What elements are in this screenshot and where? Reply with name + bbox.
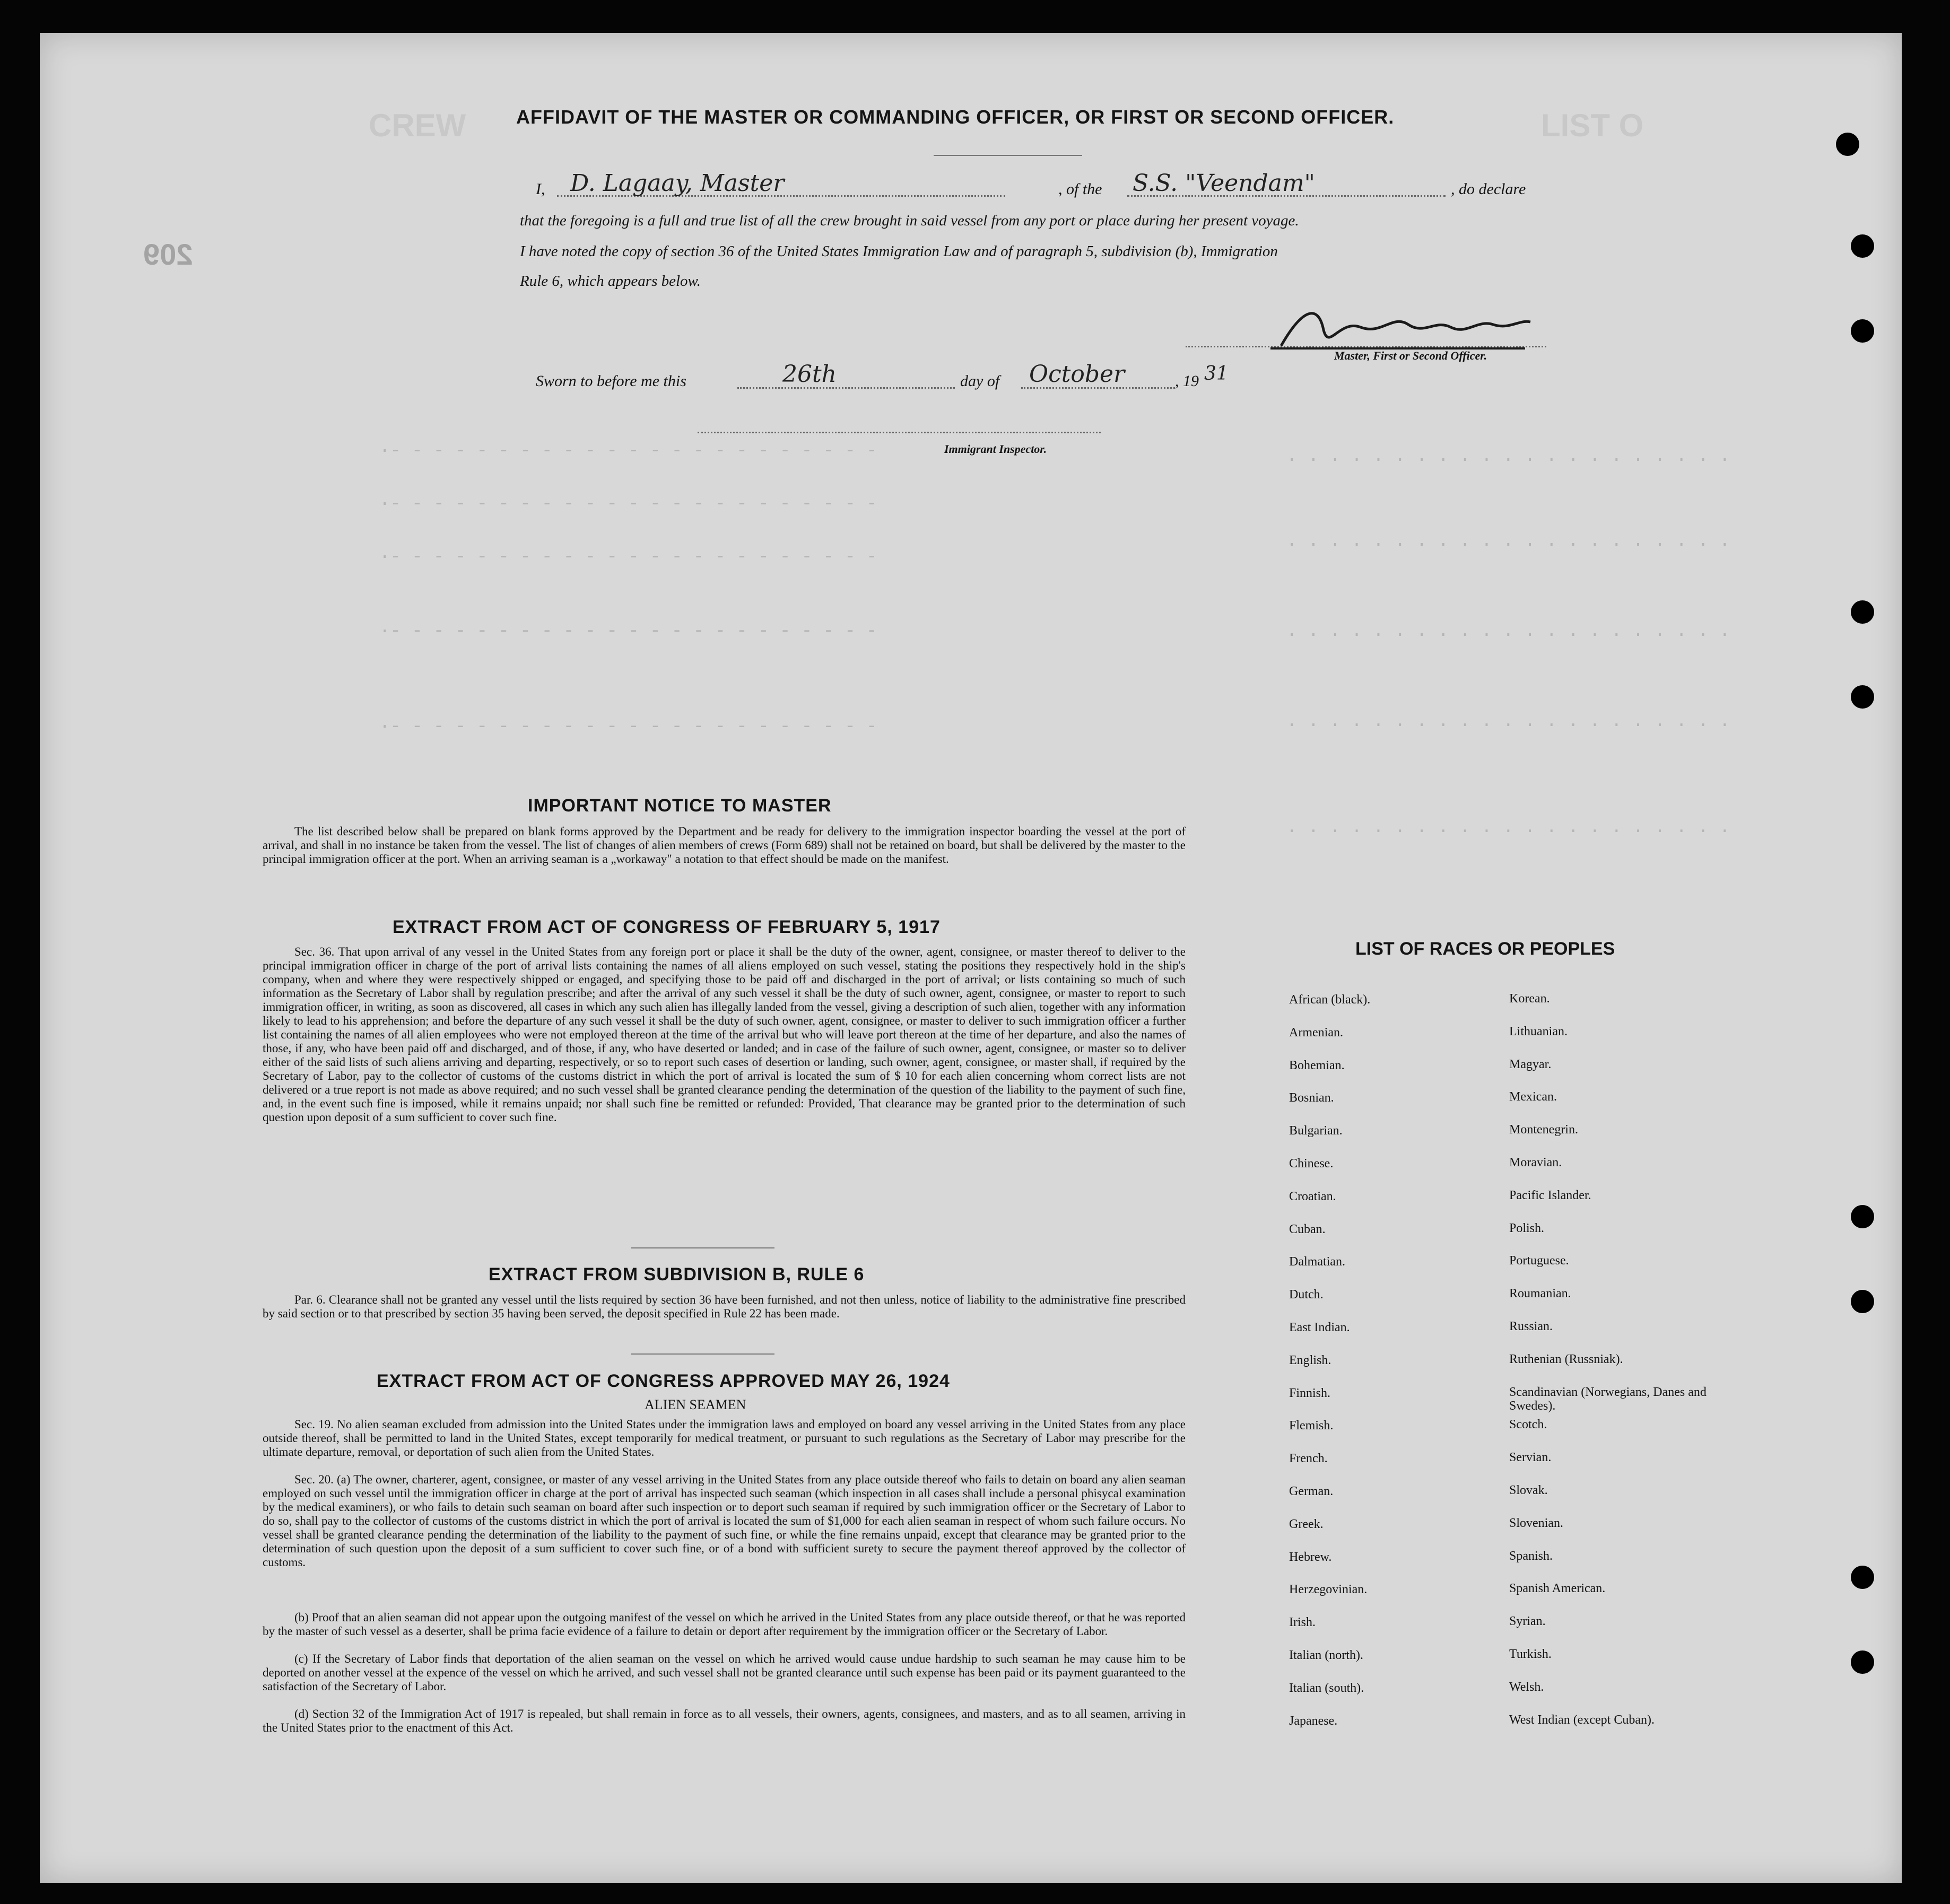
divider [934, 155, 1082, 156]
race-item: East Indian. [1289, 1321, 1350, 1334]
punch-hole [1851, 1650, 1874, 1674]
race-item: Spanish. [1509, 1549, 1553, 1563]
signature-caption: Master, First or Second Officer. [1334, 349, 1487, 362]
race-item: Servian. [1509, 1451, 1552, 1465]
of-the-label: , of the [1058, 180, 1102, 198]
race-item: Slovenian. [1509, 1516, 1563, 1530]
bleed-through-text: . . . . . . . . . . . . . . . . . . . . . [1286, 447, 1730, 467]
do-declare-label: , do declare [1451, 180, 1526, 198]
race-item: Russian. [1509, 1320, 1553, 1333]
inspector-line [698, 432, 1101, 433]
sec-20b-text: (b) Proof that an alien seaman did not appear upon the outgoing manifest of the vessel on which he arrived in the United States from any place outside thereof, or that he was reported by the master of such vessel as a deserter, shall be prima facie evidence of a failure to detain or deport after requirement by the immigration officer or the Secretary of Labor. [263, 1611, 1186, 1638]
race-item: Roumanian. [1509, 1287, 1571, 1301]
punch-hole [1851, 234, 1874, 258]
sec-20a-text: Sec. 20. (a) The owner, charterer, agent, consignee, or master of any vessel arriving in the United States from any place outside thereof who fails to detain on board any alien seaman employed on such vessel until the immigration officer in charge at the port of arrival has inspected such seaman (which inspection in all cases shall include a personal phisycal examination by the medical examiners), or who fails to detain such seaman on board after such inspection or to deport such seaman if required by such immigration officer or the Secretary of Labor to do so, shall pay to the collector of customs of the customs district in which the port of arrival is located the sum of $1,000 for each alien seaman in respect of whom such failure occurs. No vessel shall be granted clearance pending the determination of the liability to the payment of such fine, or while the fine remains unpaid, except that clearance may be granted prior to the determination of such question upon the deposit of a sum sufficient to cover such fine, or of a bond with sufficient surety to secure the payment thereof approved by the collector of customs. [263, 1473, 1186, 1569]
affidavit-line-4: Rule 6, which appears below. [520, 273, 701, 290]
document-page [40, 33, 1902, 1883]
race-item: Cuban. [1289, 1222, 1326, 1236]
affidavit-line-3: I have noted the copy of section 36 of the United States Immigration Law and of paragraph 5, subdivision (b), Immigration [520, 243, 1278, 260]
subdivision-text: Par. 6. Clearance shall not be granted any vessel until the lists required by section 36 have been furnished, and not then unless, notice of liability to the administrative fine prescribed by said section or to that prescribed by section 35 having been served, the deposit specified in Rule 22 has been made. [263, 1293, 1186, 1320]
bleed-through-text: ·- - - - - - - - - - - - - - - - - - - - - - - [379, 717, 877, 737]
punch-hole [1851, 319, 1874, 343]
race-item: English. [1289, 1353, 1331, 1367]
bleed-through-text: ·- - - - - - - - - - - - - - - - - - - - - - - [379, 494, 877, 514]
race-item: Japanese. [1289, 1714, 1338, 1728]
bleed-through-text: . . . . . . . . . . . . . . . . . . . . . [1286, 712, 1730, 732]
affidavit-title: AFFIDAVIT OF THE MASTER OR COMMANDING OFFICER, OR FIRST OR SECOND OFFICER. [516, 106, 1395, 128]
race-item: Scotch. [1509, 1418, 1547, 1432]
subdivision-title: EXTRACT FROM SUBDIVISION B, RULE 6 [489, 1264, 865, 1285]
race-item: West Indian (except Cuban). [1509, 1713, 1655, 1727]
race-item: Croatian. [1289, 1189, 1336, 1203]
extract-1917-text: Sec. 36. That upon arrival of any vessel in the United States from any foreign port or place it shall be the duty of the owner, agent, consignee, or master thereof to deliver to the principal immigration officer in charge of the port of arrival lists containing the names of all aliens employed on such vessel, stating the positions they respectively hold in the ship's company, when and where they were respectively shipped or engaged, and specifying those to be paid off and discharged in the port of arrival; or lists containing so much of such information as the Secretary of Labor shall by regulation prescribe; and after the arrival of any such vessel it shall be the duty of such owner, agent, consignee, or master to report to such immigration officer, in writing, as soon as discovered, all cases in which any such alien has illegally landed from the vessel, giving a description of such alien, together with any information likely to lead to his apprehension; and before the departure of any such vessel it shall be the duty of such owner, agent, consignee, or master to deliver to such immigration officer a further list containing the names of all alien employees who were not employed thereon at the time of the arrival but who will leave port thereon at the time of her departure, and also the names of those, if any, who have been paid off and discharged, and of those, if any, who have deserted or landed; and in case of the failure of such owner, agent, consignee, or master so to deliver either of the said lists of such aliens arriving and departing, respectively, or so to report such cases of desertion or landing, such owner, agent, consignee, or master shall, if required by the Secretary of Labor, pay to the collector of customs of the customs district in which the port of arrival is located the sum of $ 10 for each alien concerning whom correct lists are not delivered or a true report is not made as above required; and no such vessel shall be granted clearance pending the determination of the question of the liability to the payment of such fine, and, in the event such fine is imposed, while it remains unpaid; nor shall such fine be remitted or refunded: Provided, That clearance may be granted prior to the determination of such question upon deposit of a sum sufficient to cover such fine. [263, 945, 1186, 1124]
race-item: Spanish American. [1509, 1582, 1606, 1596]
race-item: Italian (north). [1289, 1648, 1363, 1662]
notice-title: IMPORTANT NOTICE TO MASTER [528, 796, 832, 816]
race-item: Herzegovinian. [1289, 1583, 1368, 1597]
race-item: Slovak. [1509, 1483, 1548, 1497]
day-of-label: day of [960, 372, 1000, 390]
notice-text: The list described below shall be prepared on blank forms approved by the Department and be ready for delivery to the immigration inspector boarding the vessel at the port of arrival, and shall in no instance be taken from the vessel. The list of changes of alien members of crews (Form 689) shall not be retained on board, but shall be delivered by the master to the principal immigration officer at the port. When an arriving seaman is a „workaway" a notation to that effect should be made on the manifest. [263, 825, 1186, 866]
race-item: Ruthenian (Russniak). [1509, 1352, 1623, 1366]
race-item: Montenegrin. [1509, 1123, 1578, 1137]
race-item: Syrian. [1509, 1614, 1546, 1629]
race-item: Moravian. [1509, 1156, 1562, 1169]
extract-1924-title: EXTRACT FROM ACT OF CONGRESS APPROVED MAY 26, 1924 [377, 1371, 950, 1391]
race-item: Lithuanian. [1509, 1024, 1568, 1038]
sec-20d-text: (d) Section 32 of the Immigration Act of 1917 is repealed, but shall remain in force as to all vessels, their owners, agents, consignees, and masters, and as to all seamen, arriving in the United States prior to the enactment of this Act. [263, 1707, 1186, 1734]
race-item: Portuguese. [1509, 1254, 1569, 1268]
punch-hole [1836, 133, 1859, 156]
handwritten-vessel-name: S.S. "Veendam" [1133, 170, 1315, 197]
sworn-day-line [737, 387, 955, 389]
race-item: Greek. [1289, 1517, 1324, 1531]
bleed-through-text: ·- - - - - - - - - - - - - - - - - - - - - - - [379, 547, 877, 567]
race-item: Scandinavian (Norwegians, Danes and Swedes). [1509, 1385, 1707, 1413]
punch-hole [1851, 1566, 1874, 1589]
race-item: Dutch. [1289, 1288, 1324, 1302]
sworn-prefix: Sworn to before me this [536, 372, 686, 390]
divider [631, 1353, 774, 1355]
handwritten-sworn-day: 26th [782, 361, 837, 388]
punch-hole [1851, 1290, 1874, 1313]
sec-19-text: Sec. 19. No alien seaman excluded from admission into the United States under the immigration laws and employed on board any vessel arriving in the United States from any place outside thereof, shall be permitted to land in the United States, except temporarily for medical treatment, or pursuant to such regulations as the Secretary of Labor may prescribe for the ultimate departure, removal, or deportation of such alien from the United States. [263, 1418, 1186, 1458]
race-item: Finnish. [1289, 1386, 1331, 1400]
race-item: African (black). [1289, 993, 1371, 1007]
race-item: Pacific Islander. [1509, 1188, 1591, 1202]
race-item: French. [1289, 1452, 1328, 1466]
extract-1924-subtitle: ALIEN SEAMEN [645, 1397, 746, 1412]
bleed-through-text: ·- - - - - - - - - - - - - - - - - - - - - - - [379, 441, 877, 461]
punch-hole [1851, 685, 1874, 709]
race-item: Magyar. [1509, 1057, 1552, 1071]
bleed-through-text: . . . . . . . . . . . . . . . . . . . . . [1286, 818, 1730, 838]
inspector-caption: Immigrant Inspector. [944, 442, 1047, 456]
race-item: Bohemian. [1289, 1058, 1345, 1072]
bleed-through-text: ·- - - - - - - - - - - - - - - - - - - - - - - [379, 622, 877, 642]
race-item: Dalmatian. [1289, 1255, 1345, 1269]
race-item: Armenian. [1289, 1025, 1343, 1040]
race-item: Welsh. [1509, 1680, 1544, 1694]
race-item: Bulgarian. [1289, 1124, 1343, 1138]
race-item: Flemish. [1289, 1419, 1334, 1433]
race-item: Polish. [1509, 1221, 1545, 1235]
race-item: Mexican. [1509, 1090, 1557, 1104]
punch-hole [1851, 1205, 1874, 1228]
race-item: Hebrew. [1289, 1550, 1332, 1564]
races-title: LIST OF RACES OR PEOPLES [1355, 939, 1615, 959]
race-item: Chinese. [1289, 1157, 1334, 1171]
divider [631, 1247, 774, 1248]
handwritten-master-name: D. Lagaay, Master [570, 170, 785, 197]
bleed-through-text: LIST O [1541, 108, 1644, 143]
race-item: Irish. [1289, 1615, 1316, 1630]
punch-hole [1851, 600, 1874, 624]
extract-1917-title: EXTRACT FROM ACT OF CONGRESS OF FEBRUARY 5, 1917 [393, 917, 941, 937]
handwritten-sworn-month: October [1029, 361, 1125, 388]
handwritten-year: 31 [1204, 363, 1229, 385]
race-item: Turkish. [1509, 1647, 1552, 1661]
race-item: Bosnian. [1289, 1091, 1334, 1105]
bleed-through-text: . . . . . . . . . . . . . . . . . . . . . [1286, 531, 1730, 552]
declare-prefix: I, [536, 180, 545, 198]
stamp-number: 209 [143, 238, 193, 271]
bleed-through-text: . . . . . . . . . . . . . . . . . . . . . [1286, 622, 1730, 642]
sec-20c-text: (c) If the Secretary of Labor finds that deportation of the alien seaman on the vessel on which he arrived would cause undue hardship to such seaman he may cause him to be deported on another vessel at the expence of the vessel on which he arrived, and such vessel shall not be granted clearance until such expense has been paid or its payment guaranteed to the satisfaction of the Secretary of Labor. [263, 1652, 1186, 1693]
race-item: Italian (south). [1289, 1681, 1364, 1695]
year-prefix: , 19 [1175, 372, 1199, 390]
race-item: Korean. [1509, 992, 1550, 1006]
bleed-through-text: CREW [369, 108, 466, 143]
signature-line [1186, 346, 1546, 347]
race-item: German. [1289, 1484, 1334, 1498]
affidavit-line-2: that the foregoing is a full and true list of all the crew brought in said vessel from any port or place during her present voyage. [520, 212, 1299, 229]
